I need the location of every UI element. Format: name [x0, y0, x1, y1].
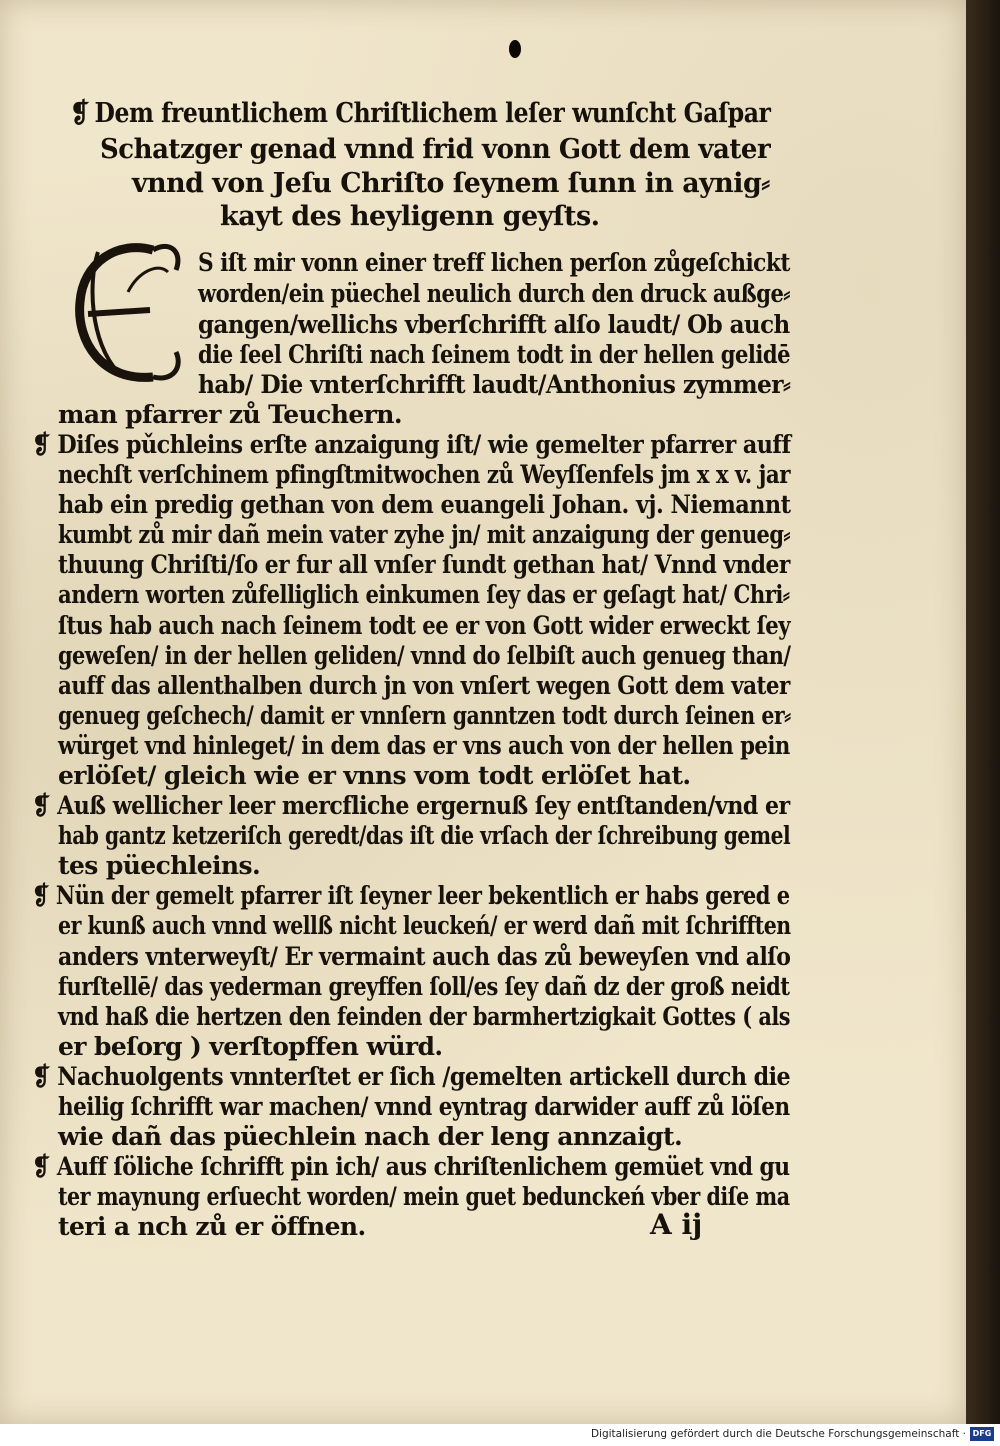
signature-mark — [509, 40, 521, 58]
heading-line: kayt des heyligenn geyſts. — [220, 201, 600, 232]
text-line: genueg geſchech/ damit er vnnſern ganntzen todt durch ſeinen er⸗ — [58, 701, 791, 730]
text-line: worden/ein püechel neulich durch den druck außge⸗ — [198, 279, 790, 308]
text-line: thuung Chriſti/ſo er fur all vnſer ſundt gethan hat/ Vnnd vnder — [58, 550, 790, 579]
text-line: ❡ Diſes pǔchleins erſte anzaigung iſt/ wie gemelter pfarrer auff — [32, 430, 791, 459]
page-edge-shadow — [966, 0, 1000, 1424]
heading-line: ❡ Dem freuntlichem Chriſtlichem leſer wunſcht Gaſpar — [70, 98, 771, 129]
initial-e-icon — [58, 232, 188, 392]
dfg-logo: DFG — [970, 1427, 994, 1441]
pilcrow-icon: ❡ — [70, 98, 90, 129]
text-line: man pfarrer zů Teuchern. — [58, 400, 402, 429]
text-line: ❡ Nachuolgents vnnterſtet er ſich /gemelten artickell durch die — [32, 1062, 791, 1091]
text-line: anders vnterweyſt/ Er vermaint auch das zů beweyſen vnd alſo — [58, 942, 791, 971]
text-line: S iſt mir vonn einer treff lichen perſon zůgeſchickt — [198, 248, 790, 277]
text-line: hab gantz ketzeriſch geredt/das iſt die vrſach der ſchreibung gemel — [58, 821, 791, 850]
text-line: die ſeel Chriſti nach ſeinem todt in der hellen gelidē — [198, 340, 791, 369]
text-line: heilig ſchrifft war machen/ vnnd eyntrag darwider auff zů löſen — [58, 1092, 790, 1121]
text-line: kumbt zů mir dañ mein vater zyhe jn/ mit anzaigung der genueg⸗ — [58, 520, 790, 549]
text-line: hab ein predig gethan von dem euangeli Johan. vj. Niemannt — [58, 490, 791, 519]
heading-line: Schatzger genad vnnd frid vonn Gott dem vater — [100, 134, 771, 165]
text-line: teri a nch zů er öffnen. — [58, 1212, 366, 1241]
text-line: ❡ Nün der gemelt pfarrer iſt ſeyner leer bekentlich er habs gered e — [32, 881, 790, 910]
text-line: vnd haß die hertzen den feinden der barmhertzigkait Gottes ( als — [58, 1002, 791, 1031]
text-line: andern worten zůfelliglich einkumen ſey das er geſagt hat/ Chri⸗ — [58, 580, 790, 609]
text-line: würget vnd hinleget/ in dem das er vns auch von der hellen pein — [58, 731, 790, 760]
text-line: erlöſet/ gleich wie er vnns vom todt erlöſet hat. — [58, 761, 691, 790]
text-line: hab/ Die vnterſchrifft laudt/Anthonius zymmer⸗ — [198, 370, 791, 399]
text-line: er kunß auch vnnd wellß nicht leuckeń/ er werd dañ mit ſchrifften — [58, 911, 791, 940]
footer-credit: Digitalisierung gefördert durch die Deutsche Forschungsgemeinschaft · — [590, 1428, 966, 1440]
decorated-initial-e — [58, 232, 188, 392]
text-line: wie dañ das püechlein nach der leng annzaigt. — [58, 1122, 683, 1151]
text-line: ❡ Auß wellicher leer mercfliche ergernuß ſey entſtanden/vnd er — [32, 791, 790, 820]
text-line: ter maynung erſuecht worden/ mein guet bedunckeń vber diſe ma — [58, 1182, 790, 1211]
text-line: tes püechleins. — [58, 851, 261, 880]
text-line: gangen/wellichs vberſchrifft alſo laudt/ Ob auch — [198, 310, 790, 339]
text-line: furſtellē/ das yederman greyffen ſoll/es ſey dañ dz der groß neidt — [58, 972, 790, 1001]
heading-line: vnnd von Jeſu Chriſto ſeynem ſunn in aynig⸗ — [132, 168, 770, 199]
text-line: geweſen/ in der hellen geliden/ vnnd do ſelbiſt auch genueg than/ — [58, 641, 791, 670]
text-line: nechſt verſchinem pfingſtmitwochen zů Weyſſenfels jm x x v. jar — [58, 460, 790, 489]
signature-mark-bottom: A ij — [650, 1208, 703, 1241]
text-line: ❡ Auff ſöliche ſchrifft pin ich/ aus chriſtenlichem gemüet vnd gu — [32, 1152, 790, 1181]
text-line: ſtus hab auch nach ſeinem todt ee er von Gott wider erweckt ſey — [58, 611, 791, 640]
text-line: auff das allenthalben durch jn von vnſert wegen Gott dem vater — [58, 671, 790, 700]
text-line: er beſorg ) verſtopffen würd. — [58, 1032, 443, 1061]
